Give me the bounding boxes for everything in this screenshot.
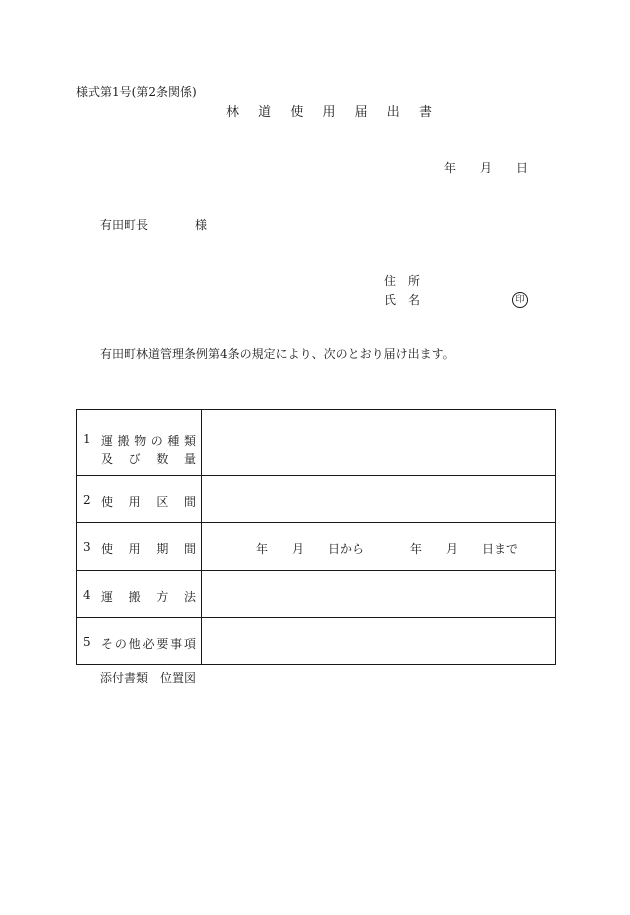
label-char: 及 bbox=[101, 452, 114, 466]
label-char: 種 bbox=[167, 434, 180, 448]
label-char: 運 bbox=[101, 434, 114, 448]
label-char: 項 bbox=[183, 637, 196, 651]
label-char: 用 bbox=[128, 542, 141, 556]
title-char: 届 bbox=[354, 105, 368, 120]
row-number: 1 bbox=[83, 432, 91, 446]
period-start-year: 年 bbox=[256, 542, 269, 556]
table-row bbox=[77, 476, 556, 523]
period-start-day: 日から bbox=[328, 542, 365, 556]
label-char: 使 bbox=[101, 495, 114, 509]
row-label-cell bbox=[77, 571, 202, 618]
label-char: 搬 bbox=[117, 434, 130, 448]
label-char: 量 bbox=[183, 452, 196, 466]
address-label bbox=[384, 275, 420, 287]
date-year-label: 年 bbox=[444, 161, 457, 175]
title-char: 書 bbox=[418, 105, 432, 120]
period-end-month: 月 bbox=[446, 542, 459, 556]
row-label-line2 bbox=[101, 450, 196, 467]
label-char: そ bbox=[101, 637, 114, 651]
notification-table bbox=[76, 409, 556, 665]
label-char: 区 bbox=[156, 495, 169, 509]
cargo-type-input[interactable] bbox=[202, 410, 556, 476]
address-label-char: 住 bbox=[384, 274, 397, 288]
other-matters-input[interactable] bbox=[202, 618, 556, 665]
name-label bbox=[384, 294, 420, 306]
name-label-char: 氏 bbox=[384, 293, 397, 307]
date-day-label: 日 bbox=[516, 161, 529, 175]
label-char: 搬 bbox=[128, 590, 141, 604]
label-char: 使 bbox=[101, 542, 114, 556]
label-char: の bbox=[114, 637, 127, 651]
label-char: 運 bbox=[101, 590, 114, 604]
row-number: 4 bbox=[83, 588, 91, 602]
title-char: 道 bbox=[258, 105, 272, 120]
period-start-month: 月 bbox=[292, 542, 305, 556]
period-end-day: 日まで bbox=[482, 542, 519, 556]
label-char: 数 bbox=[156, 452, 169, 466]
label-char: 間 bbox=[183, 542, 196, 556]
name-label-char: 名 bbox=[408, 293, 421, 307]
row-label bbox=[101, 493, 196, 510]
row-number: 2 bbox=[83, 493, 91, 507]
table-row bbox=[77, 410, 556, 476]
row-label bbox=[101, 588, 196, 605]
title-char: 林 bbox=[226, 105, 240, 120]
row-label-cell bbox=[77, 410, 202, 476]
body-text: 有田町林道管理条例第4条の規定により、次のとおり届け出ます。 bbox=[100, 347, 455, 361]
label-char: 必 bbox=[142, 637, 155, 651]
label-char: 類 bbox=[183, 434, 196, 448]
document-title bbox=[226, 106, 432, 119]
form-number: 様式第1号(第2条関係) bbox=[76, 85, 197, 99]
label-char: 期 bbox=[156, 542, 169, 556]
addressee-name: 有田町長 bbox=[100, 218, 149, 232]
label-char: 間 bbox=[183, 495, 196, 509]
label-char: 用 bbox=[128, 495, 141, 509]
usage-period-input[interactable] bbox=[202, 523, 556, 571]
title-char: 使 bbox=[290, 105, 304, 120]
row-label-cell bbox=[77, 618, 202, 665]
table-row bbox=[77, 523, 556, 571]
title-char: 出 bbox=[386, 105, 400, 120]
row-label-cell bbox=[77, 523, 202, 571]
attachments-note: 添付書類 位置図 bbox=[100, 671, 197, 685]
label-char: 他 bbox=[128, 637, 141, 651]
row-number: 5 bbox=[83, 635, 91, 649]
period-end-year: 年 bbox=[410, 542, 423, 556]
row-number: 3 bbox=[83, 540, 91, 554]
date-month-label: 月 bbox=[480, 161, 493, 175]
title-char: 用 bbox=[322, 105, 336, 120]
row-label bbox=[101, 540, 196, 557]
addressee-honorific: 様 bbox=[195, 218, 208, 232]
table-row bbox=[77, 618, 556, 665]
address-label-char: 所 bbox=[408, 274, 421, 288]
row-label-line1 bbox=[101, 432, 196, 449]
label-char: 方 bbox=[156, 590, 169, 604]
usage-section-input[interactable] bbox=[202, 476, 556, 523]
row-label bbox=[101, 635, 196, 652]
label-char: 要 bbox=[156, 637, 169, 651]
label-char: の bbox=[150, 434, 163, 448]
row-label-cell bbox=[77, 476, 202, 523]
seal-mark: 印 bbox=[512, 292, 528, 308]
label-char: び bbox=[128, 452, 141, 466]
label-char: 物 bbox=[134, 434, 147, 448]
label-char: 事 bbox=[170, 637, 183, 651]
table-row bbox=[77, 571, 556, 618]
label-char: 法 bbox=[183, 590, 196, 604]
transport-method-input[interactable] bbox=[202, 571, 556, 618]
